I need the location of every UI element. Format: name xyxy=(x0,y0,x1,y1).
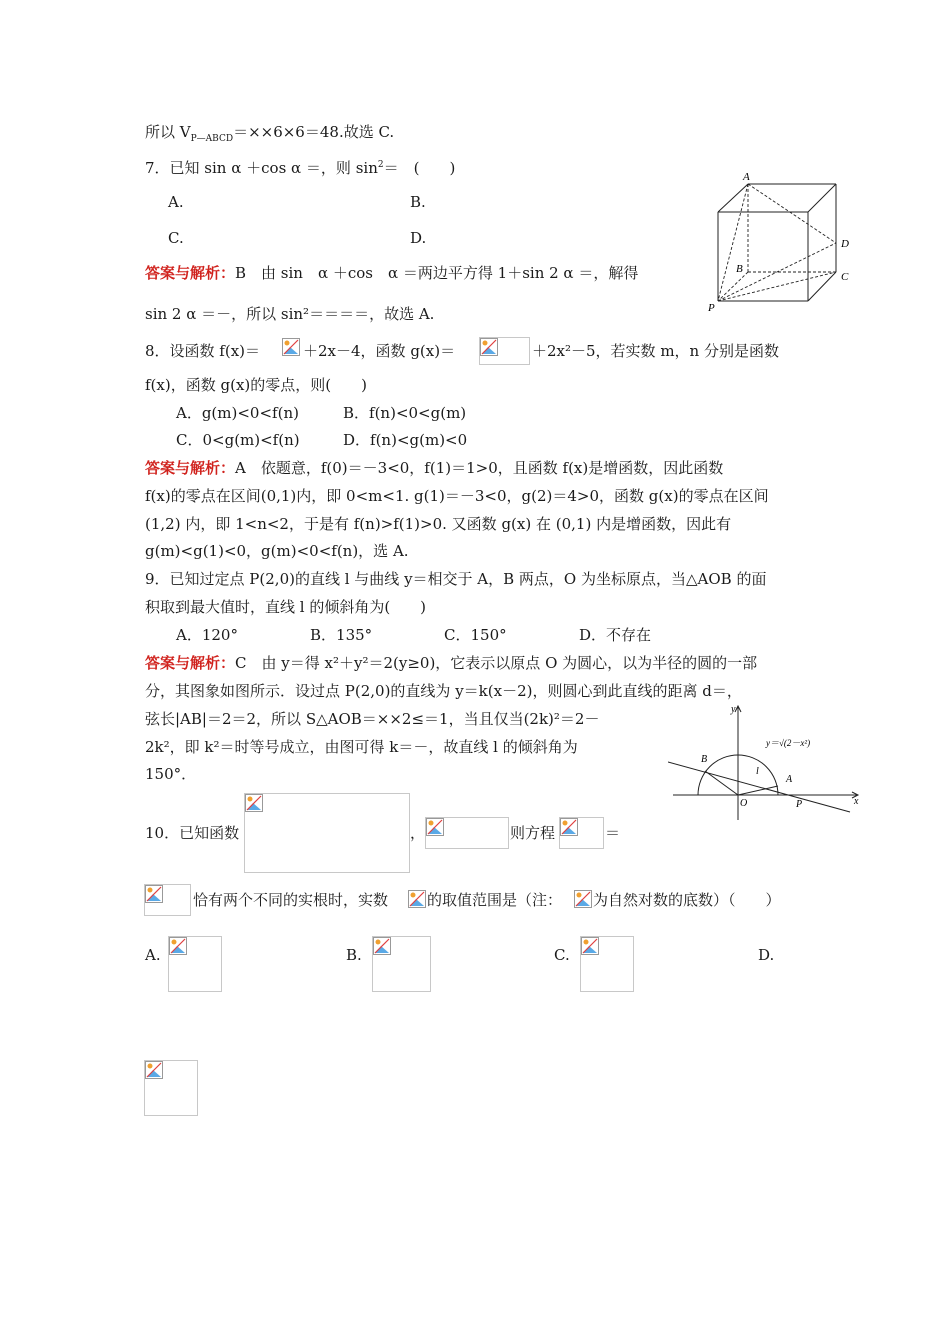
q9-option-a: A．120° xyxy=(176,626,238,644)
q10-line-2-seg-3: 为自然对数的底数）（ ） xyxy=(593,891,781,909)
label-b: B xyxy=(736,263,743,275)
q10-seg-1: 10．已知函数 xyxy=(145,824,240,842)
y-axis-label: y xyxy=(731,704,736,715)
label-c: C xyxy=(841,271,849,283)
origin-label: O xyxy=(740,798,748,809)
text-segment: ＝××6×6＝48.故选 C. xyxy=(233,123,395,141)
answer-label: 答案与解析： xyxy=(145,459,236,477)
broken-image-icon xyxy=(480,338,498,356)
cube-edge xyxy=(718,184,748,212)
cube-figure xyxy=(700,168,860,318)
q7-option-d: D. xyxy=(410,229,427,247)
text-segment: ＝ ( ) xyxy=(383,159,456,177)
q8-option-a: A．g(m)<0<f(n) xyxy=(176,404,299,422)
broken-image-3 xyxy=(425,817,509,849)
hidden-edge xyxy=(718,272,836,301)
question-7 xyxy=(145,155,455,178)
q9-option-b: B．135° xyxy=(310,626,373,644)
broken-image-4 xyxy=(559,817,604,849)
broken-image-2 xyxy=(479,337,530,365)
q8-option-b: B．f(n)<0<g(m) xyxy=(343,404,467,422)
answer-9-line-3: 弦长|AB|＝2＝2，所以 S△AOB＝××2≤＝1，当且仅当(2k)²＝2－ xyxy=(145,710,600,728)
curve-equation-label: y＝√(2－x²) xyxy=(766,738,811,748)
broken-image-icon xyxy=(560,818,578,836)
cube-edge xyxy=(808,272,836,301)
text-segment: 所以 V xyxy=(145,123,191,141)
q7-option-b: B. xyxy=(410,193,426,211)
answer-9-line-1 xyxy=(145,653,757,673)
x-axis-label: x xyxy=(854,796,859,807)
broken-image-icon xyxy=(408,890,426,908)
label-p: P xyxy=(708,302,715,314)
text-segment: 7．已知 sin α ＋cos α ＝，则 sin xyxy=(145,159,378,177)
answer-8-line-3: (1,2) 内，即 1<n<2，于是有 f(n)>f(1)>0. 又函数 g(x) 在 (0,1) 内是增函数，因此有 xyxy=(145,515,732,533)
superscript: 2 xyxy=(377,160,384,170)
answer-8-line-4: g(m)<g(1)<0，g(m)<0<f(n)，选 A. xyxy=(145,542,409,560)
q8-line-2: f(x)，函数 g(x)的零点，则( ) xyxy=(145,376,367,394)
label-d: D xyxy=(841,238,849,250)
broken-image-7 xyxy=(574,890,592,908)
text-line-1 xyxy=(145,122,394,149)
q8-seg-1: 8．设函数 f(x)＝ xyxy=(145,342,261,360)
answer-9-line-2: 分，其图象如图所示．设过点 P(2,0)的直线为 y＝k(x－2)，则圆心到此直线的距离 d＝， xyxy=(145,682,742,700)
broken-image-icon xyxy=(373,937,391,955)
broken-image-1 xyxy=(282,338,302,360)
answer-8-line-2: f(x)的零点在区间(0,1)内，即 0<m<1. g(1)＝－3<0，g(2)＝4>0，函数 g(x)的零点在区间 xyxy=(145,487,769,505)
hidden-edge xyxy=(748,184,836,243)
q9-option-c: C．150° xyxy=(444,626,507,644)
answer-label: 答案与解析： xyxy=(145,264,236,282)
cube-edge xyxy=(808,184,836,212)
answer-7-line-1 xyxy=(145,263,638,283)
q10-seg-2: ， xyxy=(410,824,426,842)
q10-seg-4: ＝ xyxy=(605,824,621,842)
line-l xyxy=(668,762,850,812)
answer-label: 答案与解析： xyxy=(145,654,236,672)
broken-image-icon xyxy=(581,937,599,955)
broken-image-icon xyxy=(574,890,592,908)
q10-line-2-seg-2: 的取值范围是（注： xyxy=(427,891,563,909)
answer-9-line-4: 2k²，即 k²＝时等号成立，由图可得 k＝－，故直线 l 的倾斜角为 xyxy=(145,738,578,756)
hidden-edge xyxy=(718,272,748,301)
text-segment: A 依题意，f(0)＝－3<0，f(1)＝1>0，且函数 f(x)是增函数，因此函数 xyxy=(235,459,724,477)
q10-option-c: C. xyxy=(554,946,570,964)
text-segment: C 由 y＝得 x²＋y²＝2(y≥0)，它表示以原点 O 为圆心，以为半径的圆的一部 xyxy=(235,654,758,672)
q9-line-2: 积取到最大值时，直线 l 的倾斜角为( ) xyxy=(145,598,427,616)
broken-image-icon xyxy=(426,818,444,836)
point-p-label: P xyxy=(796,799,803,810)
broken-image-icon xyxy=(145,1061,163,1079)
semicircle-graph xyxy=(668,700,868,825)
broken-image-6 xyxy=(408,890,426,908)
answer-7-line-2: sin 2 α ＝－，所以 sin²＝＝＝＝，故选 A. xyxy=(145,305,435,323)
broken-image-option-c xyxy=(580,936,634,992)
q9-option-d: D．不存在 xyxy=(579,626,652,644)
text-segment: B 由 sin α ＋cos α ＝两边平方得 1＋sin 2 α ＝，解得 xyxy=(235,264,639,282)
q9-line-1: 9．已知过定点 P(2,0)的直线 l 与曲线 y＝相交于 A，B 两点，O 为坐标原点，当△AOB 的面 xyxy=(145,570,767,588)
label-a: A xyxy=(743,171,750,183)
q8-option-c: C．0<g(m)<f(n) xyxy=(176,431,300,449)
q10-line-2-seg-1: 恰有两个不同的实根时，实数 xyxy=(193,891,389,909)
broken-image-icon xyxy=(145,885,163,903)
broken-image-icon xyxy=(169,937,187,955)
broken-image-option-d xyxy=(144,1060,198,1116)
broken-image-option-b xyxy=(372,936,431,992)
q8-option-d: D．f(n)<g(m)<0 xyxy=(343,431,468,449)
point-b-label: B xyxy=(701,754,708,765)
q8-seg-3: ＋2x²－5，若实数 m，n 分别是函数 xyxy=(532,342,779,360)
line-l-label: l xyxy=(756,766,759,777)
answer-8-line-1 xyxy=(145,458,723,478)
hidden-edge xyxy=(718,184,748,301)
q10-option-b: B. xyxy=(346,946,362,964)
broken-image-option-a xyxy=(168,936,222,992)
q10-option-a: A. xyxy=(145,946,161,964)
answer-9-line-5: 150°． xyxy=(145,765,197,783)
q10-option-d: D. xyxy=(758,946,775,964)
broken-image-icon xyxy=(245,794,263,812)
point-a-label: A xyxy=(786,774,793,785)
broken-image-function xyxy=(244,793,410,873)
q7-option-a: A. xyxy=(168,193,184,211)
segment-ob xyxy=(705,771,738,795)
q8-seg-2: ＋2x－4，函数 g(x)＝ xyxy=(303,342,456,360)
broken-image-5 xyxy=(144,884,191,916)
broken-image-icon xyxy=(282,338,300,356)
subscript: P—ABCD xyxy=(190,134,234,144)
q10-seg-3: 则方程 xyxy=(510,824,556,842)
q7-option-c: C. xyxy=(168,229,184,247)
